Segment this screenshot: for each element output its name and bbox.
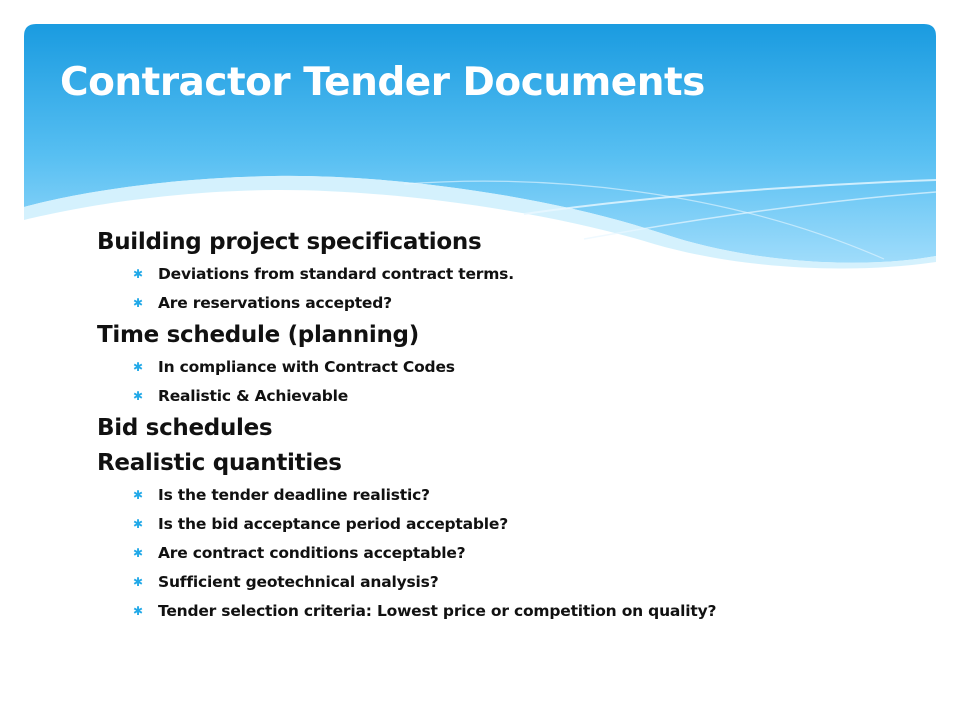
list-item-text: Are reservations accepted? <box>158 294 392 312</box>
asterisk-icon: ✱ <box>133 546 143 560</box>
asterisk-icon: ✱ <box>133 575 143 589</box>
list-item <box>97 481 917 510</box>
list-item <box>97 289 917 318</box>
list-item-text: Is the bid acceptance period acceptable? <box>158 515 509 533</box>
section-heading: Time schedule (planning) <box>97 322 419 348</box>
list-item-text: Sufficient geotechnical analysis? <box>158 573 439 591</box>
asterisk-icon: ✱ <box>133 389 143 403</box>
list-item-text: Realistic & Achievable <box>158 387 349 405</box>
list-item-text: Tender selection criteria: Lowest price or competition on quality? <box>158 602 717 620</box>
list-item-text: Is the tender deadline realistic? <box>158 486 430 504</box>
slide-title: Contractor Tender Documents <box>60 60 705 105</box>
asterisk-icon: ✱ <box>133 360 143 374</box>
section-heading: Bid schedules <box>97 415 273 441</box>
section-heading: Realistic quantities <box>97 450 342 476</box>
list-item-text: Deviations from standard contract terms. <box>158 265 514 283</box>
asterisk-icon: ✱ <box>133 517 143 531</box>
slide-body <box>97 225 917 626</box>
asterisk-icon: ✱ <box>133 604 143 618</box>
list-item <box>97 539 917 568</box>
section-heading: Building project specifications <box>97 229 482 255</box>
list-item <box>97 353 917 382</box>
asterisk-icon: ✱ <box>133 296 143 310</box>
list-item <box>97 382 917 411</box>
list-item <box>97 260 917 289</box>
list-item <box>97 568 917 597</box>
asterisk-icon: ✱ <box>133 267 143 281</box>
list-item-text: In compliance with Contract Codes <box>158 358 455 376</box>
list-item <box>97 510 917 539</box>
asterisk-icon: ✱ <box>133 488 143 502</box>
list-item <box>97 597 917 626</box>
list-item-text: Are contract conditions acceptable? <box>158 544 466 562</box>
